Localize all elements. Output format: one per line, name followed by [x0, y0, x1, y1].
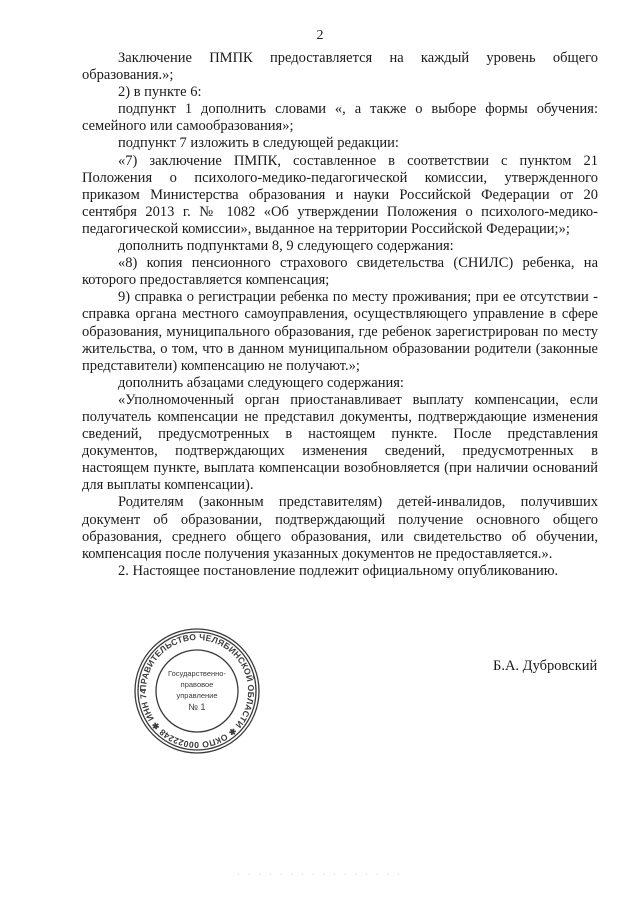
paragraph: подпункт 7 изложить в следующей редакции:	[118, 135, 399, 152]
stamp-seal-icon	[132, 626, 262, 756]
signatory-name: Б.А. Дубровский	[493, 658, 598, 674]
page-number: 2	[316, 28, 324, 43]
paragraph: дополнить абзацами следующего содержания:	[118, 374, 404, 391]
official-stamp	[132, 626, 262, 756]
stamp-center-line: правовое	[180, 680, 214, 689]
paragraph: «7) заключение ПМПК, составленное в соответствии с пунктом 21 Положения о психолого-медико-педагогической комиссии, утвержденного приказом Министерства образования и науки Российской Федерации от 20 сентября 2013 г. № 1082 «Об утверждении Положения о психолого-медико-педагогической комиссии», выданное на территории Российской Федерации;»;	[82, 152, 598, 237]
stamp-center-line: управление	[176, 691, 218, 700]
document-body	[82, 50, 598, 580]
paragraph: «8) копия пенсионного страхового свидетельства (СНИЛС) ребенка, на которого предоставляется компенсация;	[82, 255, 598, 289]
paragraph: 2) в пункте 6:	[118, 84, 202, 101]
paragraph: дополнить подпунктами 8, 9 следующего содержания:	[118, 238, 454, 255]
paragraph: 2. Настоящее постановление подлежит официальному опубликованию.	[118, 562, 559, 579]
stamp-ring-text: ПРАВИТЕЛЬСТВО ЧЕЛЯБИНСКОЙ ОБЛАСТИ ✱ ОКПО 00022248 ✱ ИНН 74	[137, 631, 257, 751]
paragraph: Родителям (законным представителям) детей-инвалидов, получивших документ об образовании, подтверждающий получение основного общего образования, среднего общего образования, или свидетельство об обучении, компенсация после получения указанных документов не предоставляется.».	[82, 494, 598, 562]
scan-artifact: · · · · · · · · · · · · · · · ·	[237, 870, 403, 879]
paragraph: Заключение ПМПК предоставляется на каждый уровень общего образования.»;	[82, 50, 598, 84]
paragraph: 9) справка о регистрации ребенка по месту проживания; при ее отсутствии - справка органа местного самоуправления, осуществляющего управление в сфере образования, муниципального образования, где ребенок зарегистрирован по месту жительства, о том, что в данном муниципальном образовании родители (законные представители) компенсацию не получают.»;	[82, 289, 598, 374]
paragraph: подпункт 1 дополнить словами «, а также о выборе формы обучения: семейного или самообразования»;	[82, 101, 598, 135]
paragraph: «Уполномоченный орган приостанавливает выплату компенсации, если получатель компенсации не представил документы, подтверждающие изменения сведений, предусмотренных в настоящем пункте. После представления документов, подтверждающих изменения сведений, предусмотренных в настоящем пункте, выплата компенсации возобновляется (при наличии оснований для выплаты компенсации).	[82, 391, 598, 494]
stamp-center-line: Государственно-	[168, 669, 226, 678]
stamp-center-line: № 1	[188, 702, 206, 712]
